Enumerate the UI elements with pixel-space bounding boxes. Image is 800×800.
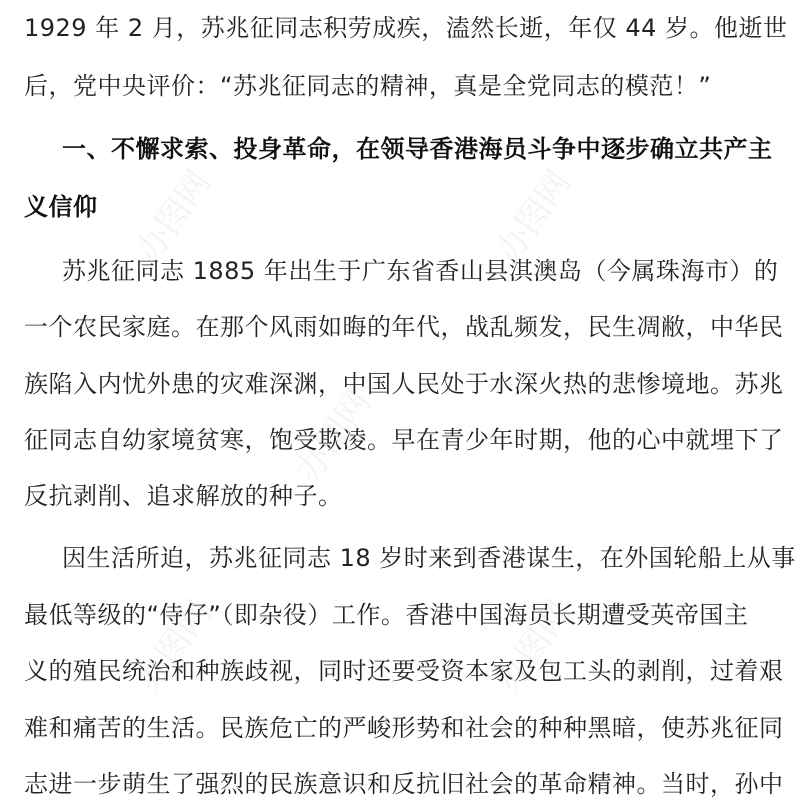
paragraph-line: 因生活所迫，苏兆征同志 18 岁时来到香港谋生，在外国轮船上从事 [62,544,796,572]
paragraph-line: 最低等级的“侍仔”（即杂役）工作。香港中国海员长期遭受英帝国主 [24,601,749,629]
watermark: 办图网 [488,593,580,700]
paragraph-line: 义的殖民统治和种族歧视，同时还要受资本家及包工头的剥削，过着艰 [24,657,784,685]
paragraph-line: 一个农民家庭。在那个风雨如晦的年代，战乱频发，民生凋敝，中华民 [24,313,784,341]
paragraph-line: 志进一步萌生了强烈的民族意识和反抗旧社会的革命精神。当时，孙中 [24,770,784,798]
paragraph-line: 族陷入内忧外患的灾难深渊，中国人民处于水深火热的悲惨境地。苏兆 [24,370,784,398]
paragraph-line: 反抗剥削、追求解放的种子。 [24,482,343,510]
watermark: 办图网 [488,163,580,270]
paragraph-line: 难和痛苦的生活。民族危亡的严峻形势和社会的种种黑暗，使苏兆征同 [24,714,784,742]
section-heading: 义信仰 [24,193,98,221]
watermark: 办图网 [128,163,220,270]
watermark: 办图网 [288,383,380,490]
watermark: 办图网 [128,593,220,700]
paragraph-line: 后，党中央评价：“苏兆征同志的精神，真是全党同志的模范！” [24,72,712,100]
paragraph-line: 苏兆征同志 1885 年出生于广东省香山县淇澳岛（今属珠海市）的 [62,257,779,285]
section-heading: 一、不懈求索、投身革命，在领导香港海员斗争中逐步确立共产主 [62,135,773,163]
paragraph-line: 1929 年 2 月，苏兆征同志积劳成疾，溘然长逝，年仅 44 岁。他逝世 [24,14,788,42]
paragraph-line: 征同志自幼家境贫寒，饱受欺凌。早在青少年时期，他的心中就埋下了 [24,426,784,454]
